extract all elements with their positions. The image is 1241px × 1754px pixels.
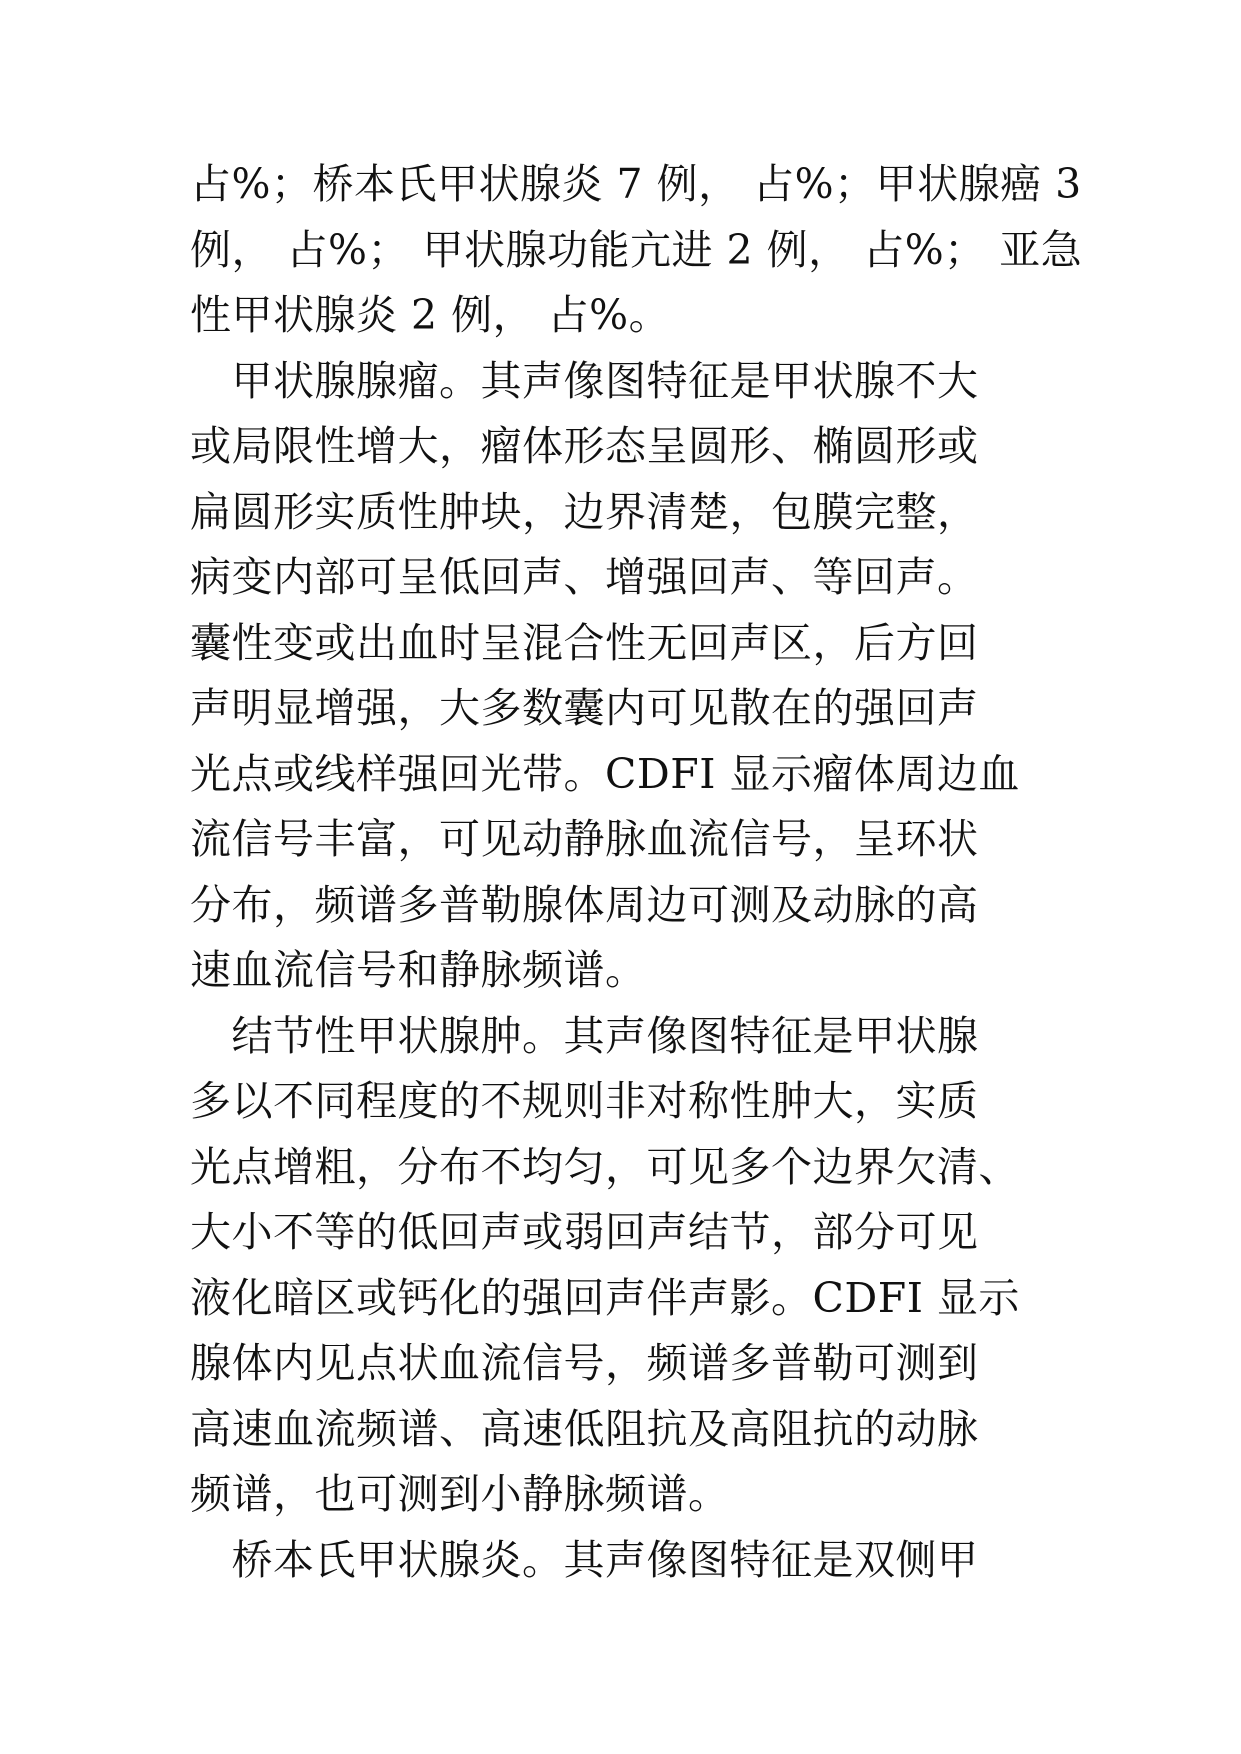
text-line: 频谱，也可测到小静脉频谱。	[190, 1470, 730, 1518]
text-line: 或局限性增大，瘤体形态呈圆形、椭圆形或	[190, 422, 979, 470]
text-line: 多以不同程度的不规则非对称性肿大，实质	[190, 1077, 979, 1125]
text-line: 占%；桥本氏甲状腺炎 7 例， 占%；甲状腺癌 3	[190, 160, 1082, 208]
text-line: 囊性变或出血时呈混合性无回声区，后方回	[190, 618, 979, 667]
text-line: 光点增粗，分布不均匀，可见多个边界欠清、	[190, 1142, 1020, 1191]
text-line: 甲状腺腺瘤。其声像图特征是甲状腺不大	[190, 356, 979, 405]
text-line: 例， 占%； 甲状腺功能亢进 2 例， 占%； 亚急	[190, 225, 1083, 274]
text-line: 桥本氏甲状腺炎。其声像图特征是双侧甲	[190, 1535, 979, 1584]
text-line: 病变内部可呈低回声、增强回声、等回声。	[190, 553, 979, 601]
text-line: 光点或线样强回光带。CDFI 显示瘤体周边血	[190, 749, 1020, 798]
text-line: 流信号丰富，可见动静脉血流信号，呈环状	[190, 815, 979, 863]
text-line: 结节性甲状腺肿。其声像图特征是甲状腺	[190, 1011, 979, 1060]
text-line: 分布，频谱多普勒腺体周边可测及动脉的高	[190, 880, 979, 929]
text-line: 腺体内见点状血流信号，频谱多普勒可测到	[190, 1339, 979, 1387]
text-line: 扁圆形实质性肿块，边界清楚，包膜完整，	[190, 487, 979, 536]
text-line: 性甲状腺炎 2 例， 占%。	[190, 291, 671, 339]
text-line: 液化暗区或钙化的强回声伴声影。CDFI 显示	[190, 1273, 1020, 1322]
text-line: 大小不等的低回声或弱回声结节，部分可见	[190, 1208, 979, 1256]
text-line: 高速血流频谱、高速低阻抗及高阻抗的动脉	[190, 1404, 979, 1453]
document-body	[190, 152, 1083, 1593]
text-line: 速血流信号和静脉频谱。	[190, 946, 647, 994]
text-line: 声明显增强，大多数囊内可见散在的强回声	[190, 684, 979, 732]
